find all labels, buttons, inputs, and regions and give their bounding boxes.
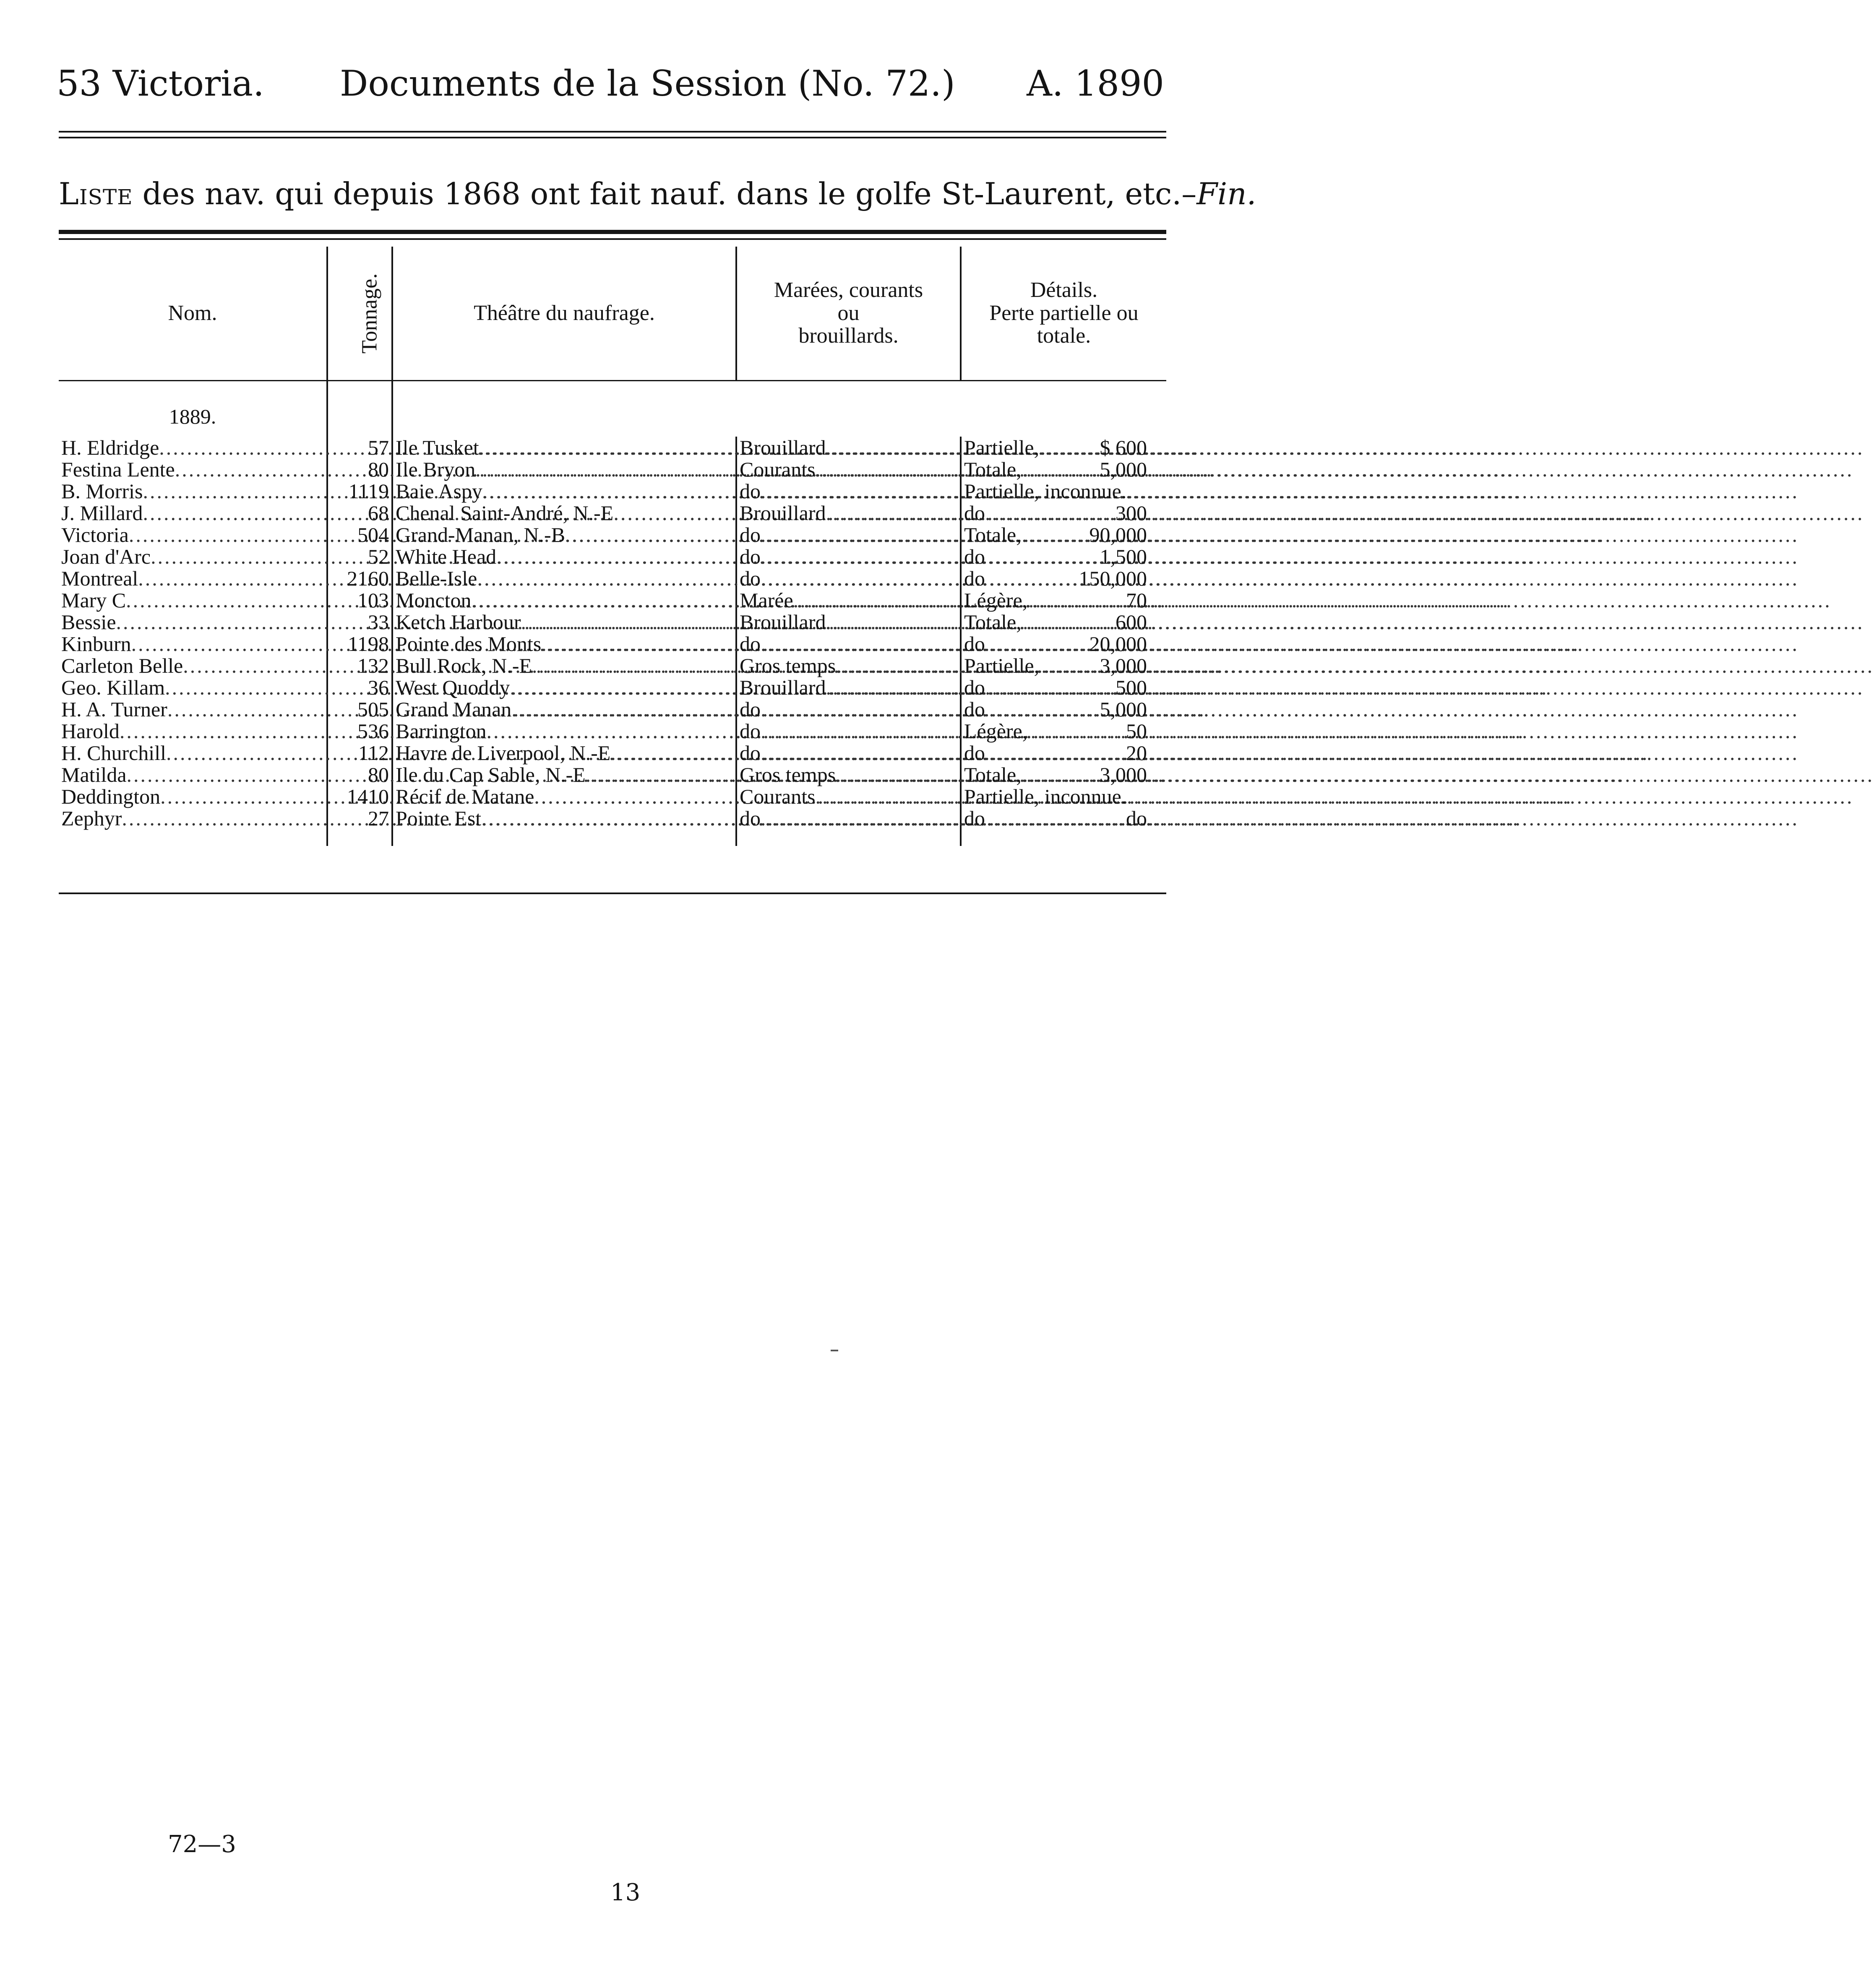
tonnage-cell: 33 — [327, 611, 392, 633]
cause-cell — [736, 698, 961, 720]
tonnage-cell: 112 — [327, 742, 392, 764]
loss-type: Partielle, — [964, 436, 1040, 459]
ship-name-cell — [59, 567, 327, 589]
place-cell — [392, 655, 736, 677]
wreck-cause: do — [740, 545, 761, 568]
loss-amount: $ 600 — [1100, 436, 1147, 459]
place-cell — [392, 567, 736, 589]
wreck-cause: do — [740, 807, 761, 830]
place-cell — [392, 786, 736, 807]
col-header-details-line3: totale. — [1037, 324, 1091, 348]
cause-cell — [736, 480, 961, 502]
ship-name: H. Eldridge — [61, 436, 159, 459]
tonnage-cell: 536 — [327, 720, 392, 742]
wreck-cause: do — [740, 567, 761, 590]
col-header-details — [961, 247, 1166, 381]
ship-name-cell — [59, 807, 327, 829]
running-head — [57, 63, 1164, 109]
table-row — [59, 764, 1166, 786]
place-cell — [392, 764, 736, 786]
cause-cell — [736, 524, 961, 546]
ship-name: Mary C — [61, 588, 126, 612]
table-row — [59, 437, 1166, 458]
col-header-cause-line3: brouillards. — [798, 324, 899, 348]
loss-type: Totale, — [964, 458, 1022, 481]
table-row — [59, 720, 1166, 742]
place-cell — [392, 502, 736, 524]
col-header-cause — [736, 247, 961, 381]
header-session: Documents de la Session (No. 72.) — [340, 63, 955, 104]
loss-type: Partielle, inconnue. — [964, 785, 1127, 808]
ship-name-cell — [59, 633, 327, 655]
place-cell — [392, 633, 736, 655]
loss-type: do — [964, 807, 985, 830]
list-title — [59, 176, 1256, 211]
col-header-cause-line1: Marées, courants — [774, 278, 923, 302]
loss-amount: 300 — [1116, 501, 1147, 525]
ship-name-cell — [59, 677, 327, 698]
wreck-place: White Head — [396, 545, 497, 568]
wreck-place: Bull Rock, N.-E — [396, 654, 532, 677]
header-rule-top — [59, 131, 1166, 133]
wreck-cause: Brouillard — [740, 676, 826, 699]
table-row — [59, 698, 1166, 720]
wreck-place: Grand-Manan, N.-B — [396, 523, 566, 546]
loss-amount: 5,000 — [1100, 458, 1147, 481]
shipwreck-table — [59, 247, 1166, 846]
cause-cell — [736, 611, 961, 633]
place-cell — [392, 458, 736, 480]
table-row — [59, 589, 1166, 611]
loss-amount: 3,000 — [1100, 763, 1147, 786]
table-row — [59, 546, 1166, 567]
wreck-place: Barrington — [396, 719, 487, 743]
ship-name: Victoria — [61, 523, 129, 546]
table-header-row — [59, 247, 1166, 381]
ship-name-cell — [59, 502, 327, 524]
wreck-place: Ile Tusket — [396, 436, 479, 459]
year-row — [59, 381, 1166, 437]
col-header-tonnage — [327, 247, 392, 381]
ship-name-cell — [59, 698, 327, 720]
wreck-place: Havre de Liverpool, N.-E — [396, 741, 611, 765]
table-row — [59, 524, 1166, 546]
place-cell — [392, 720, 736, 742]
tonnage-cell: 27 — [327, 807, 392, 829]
ship-name-cell — [59, 437, 327, 458]
loss-type: do — [964, 697, 985, 721]
loss-type: Légère, — [964, 719, 1028, 743]
cause-cell — [736, 458, 961, 480]
loss-amount: 500 — [1116, 676, 1147, 699]
wreck-cause: Brouillard — [740, 436, 826, 459]
cause-cell — [736, 764, 961, 786]
cause-cell — [736, 720, 961, 742]
cause-cell — [736, 567, 961, 589]
title-lead: Liste — [59, 176, 133, 211]
loss-type: Totale, — [964, 523, 1022, 546]
ship-name-cell — [59, 589, 327, 611]
loss-amount: 3,000 — [1100, 654, 1147, 677]
ship-name: H. A. Turner — [61, 697, 167, 721]
cause-cell — [736, 502, 961, 524]
tonnage-cell: 132 — [327, 655, 392, 677]
print-mark — [831, 1350, 838, 1351]
tonnage-cell: 52 — [327, 546, 392, 567]
loss-amount: 70 — [1126, 588, 1147, 612]
ship-name: Matilda — [61, 763, 127, 786]
ship-name: H. Churchill — [61, 741, 166, 765]
tonnage-cell: 2160 — [327, 567, 392, 589]
ship-name-cell — [59, 764, 327, 786]
tonnage-cell: 80 — [327, 764, 392, 786]
loss-amount: 50 — [1126, 719, 1147, 743]
wreck-place: Ketch Harbour — [396, 610, 521, 634]
wreck-place: Baie Aspy — [396, 479, 482, 503]
tonnage-cell: 80 — [327, 458, 392, 480]
header-rule-bottom — [59, 137, 1166, 138]
place-cell — [392, 698, 736, 720]
table-row — [59, 807, 1166, 829]
loss-type: Légère, — [964, 588, 1028, 612]
place-cell — [392, 546, 736, 567]
wreck-place: Pointe Est — [396, 807, 482, 830]
loss-type: do — [964, 501, 985, 525]
loss-type: do — [964, 676, 985, 699]
loss-amount: 1,500 — [1100, 545, 1147, 568]
place-cell — [392, 611, 736, 633]
table-row — [59, 458, 1166, 480]
col-header-tonnage-label: Tonnage. — [357, 273, 382, 354]
wreck-place: West Quoddy — [396, 676, 510, 699]
wreck-cause: Gros temps — [740, 763, 836, 786]
place-cell — [392, 677, 736, 698]
cause-cell — [736, 589, 961, 611]
loss-type: Totale, — [964, 763, 1022, 786]
place-cell — [392, 524, 736, 546]
wreck-cause: Brouillard — [740, 610, 826, 634]
year-label: 1889. — [169, 405, 216, 428]
wreck-cause: Courants — [740, 458, 816, 481]
loss-amount: do — [1126, 807, 1147, 830]
wreck-place: Grand Manan — [396, 697, 512, 721]
place-cell — [392, 742, 736, 764]
wreck-place: Chenal Saint-André, N.-E — [396, 501, 614, 525]
ship-name: Bessie — [61, 610, 116, 634]
tonnage-cell: 1410 — [327, 786, 392, 807]
tonnage-cell: 505 — [327, 698, 392, 720]
cause-cell — [736, 807, 961, 829]
wreck-place: Belle-Isle — [396, 567, 477, 590]
tonnage-cell: 36 — [327, 677, 392, 698]
ship-name: Geo. Killam — [61, 676, 165, 699]
table-row — [59, 567, 1166, 589]
ship-name: Joan d'Arc — [61, 545, 151, 568]
place-cell — [392, 437, 736, 458]
title-fin: Fin. — [1196, 176, 1256, 211]
ship-name-cell — [59, 655, 327, 677]
loss-type: Partielle, inconnue. — [964, 479, 1127, 503]
tonnage-cell: 103 — [327, 589, 392, 611]
page-number: 13 — [610, 1879, 641, 1906]
loss-type: Partielle, — [964, 654, 1040, 677]
signature-mark: 72—3 — [168, 1831, 236, 1858]
wreck-place: Ile Bryon — [396, 458, 476, 481]
tonnage-cell: 504 — [327, 524, 392, 546]
ship-name-cell — [59, 742, 327, 764]
ship-name: Carleton Belle — [61, 654, 183, 677]
ship-name: Zephyr — [61, 807, 122, 830]
table-row — [59, 742, 1166, 764]
wreck-cause: Marée — [740, 588, 793, 612]
cause-cell — [736, 633, 961, 655]
loss-amount: 5,000 — [1100, 697, 1147, 721]
ship-name-cell — [59, 611, 327, 633]
wreck-cause: do — [740, 697, 761, 721]
wreck-cause: do — [740, 632, 761, 656]
loss-type: do — [964, 567, 985, 590]
ship-name: J. Millard — [61, 501, 143, 525]
wreck-cause: do — [740, 741, 761, 765]
cause-cell — [736, 437, 961, 458]
loss-amount: 600 — [1116, 610, 1147, 634]
place-cell — [392, 807, 736, 829]
col-header-name: Nom. — [59, 247, 327, 381]
title-text: des nav. qui depuis 1868 ont fait nauf. dans le golfe St-Laurent, etc.– — [133, 176, 1197, 211]
place-cell — [392, 480, 736, 502]
loss-amount: 150,000 — [1079, 567, 1147, 590]
wreck-place: Pointe des Monts — [396, 632, 542, 656]
ship-name-cell — [59, 480, 327, 502]
tonnage-cell: 57 — [327, 437, 392, 458]
ship-name-cell — [59, 720, 327, 742]
table-tail-row — [59, 829, 1166, 846]
title-rule-heavy — [59, 230, 1166, 234]
cause-cell — [736, 655, 961, 677]
ship-name: Deddington — [61, 785, 161, 808]
cause-cell — [736, 546, 961, 567]
table-row — [59, 655, 1166, 677]
cause-cell — [736, 742, 961, 764]
ship-name: Montreal — [61, 567, 138, 590]
cause-cell — [736, 786, 961, 807]
loss-type: do — [964, 741, 985, 765]
loss-type: do — [964, 545, 985, 568]
loss-type: Totale, — [964, 610, 1022, 634]
wreck-cause: Brouillard — [740, 501, 826, 525]
wreck-place: Ile du Cap Sable, N.-E — [396, 763, 586, 786]
tonnage-cell: 1119 — [327, 480, 392, 502]
table-bottom-rule — [59, 893, 1166, 894]
loss-amount: 20,000 — [1089, 632, 1147, 656]
table-row — [59, 611, 1166, 633]
ship-name-cell — [59, 786, 327, 807]
cause-cell — [736, 677, 961, 698]
table-row — [59, 677, 1166, 698]
ship-name: Harold — [61, 719, 120, 743]
table-row — [59, 786, 1166, 807]
header-year: A. 1890 — [1027, 63, 1164, 104]
ship-name-cell — [59, 546, 327, 567]
wreck-cause: do — [740, 719, 761, 743]
table-row — [59, 480, 1166, 502]
col-header-place: Théâtre du naufrage. — [392, 247, 736, 381]
table-row — [59, 502, 1166, 524]
wreck-place: Récif de Matane — [396, 785, 534, 808]
header-volume: 53 Victoria. — [57, 63, 264, 104]
ship-name: Festina Lente — [61, 458, 175, 481]
wreck-cause: Gros temps — [740, 654, 836, 677]
col-header-cause-line2: ou — [837, 301, 860, 325]
ship-name: B. Morris — [61, 479, 143, 503]
ship-name: Kinburn — [61, 632, 131, 656]
loss-amount: 90,000 — [1089, 523, 1147, 546]
table-row — [59, 633, 1166, 655]
col-header-details-line2: Perte partielle ou — [989, 301, 1139, 325]
loss-type: do — [964, 632, 985, 656]
wreck-cause: do — [740, 523, 761, 546]
col-header-details-line1: Détails. — [1030, 278, 1098, 302]
tonnage-cell: 1198 — [327, 633, 392, 655]
wreck-cause: do — [740, 479, 761, 503]
tonnage-cell: 68 — [327, 502, 392, 524]
ship-name-cell — [59, 458, 327, 480]
place-cell — [392, 589, 736, 611]
ship-name-cell — [59, 524, 327, 546]
wreck-place: Moncton — [396, 588, 472, 612]
wreck-cause: Courants — [740, 785, 816, 808]
loss-amount: 20 — [1126, 741, 1147, 765]
title-rule-light — [59, 238, 1166, 240]
